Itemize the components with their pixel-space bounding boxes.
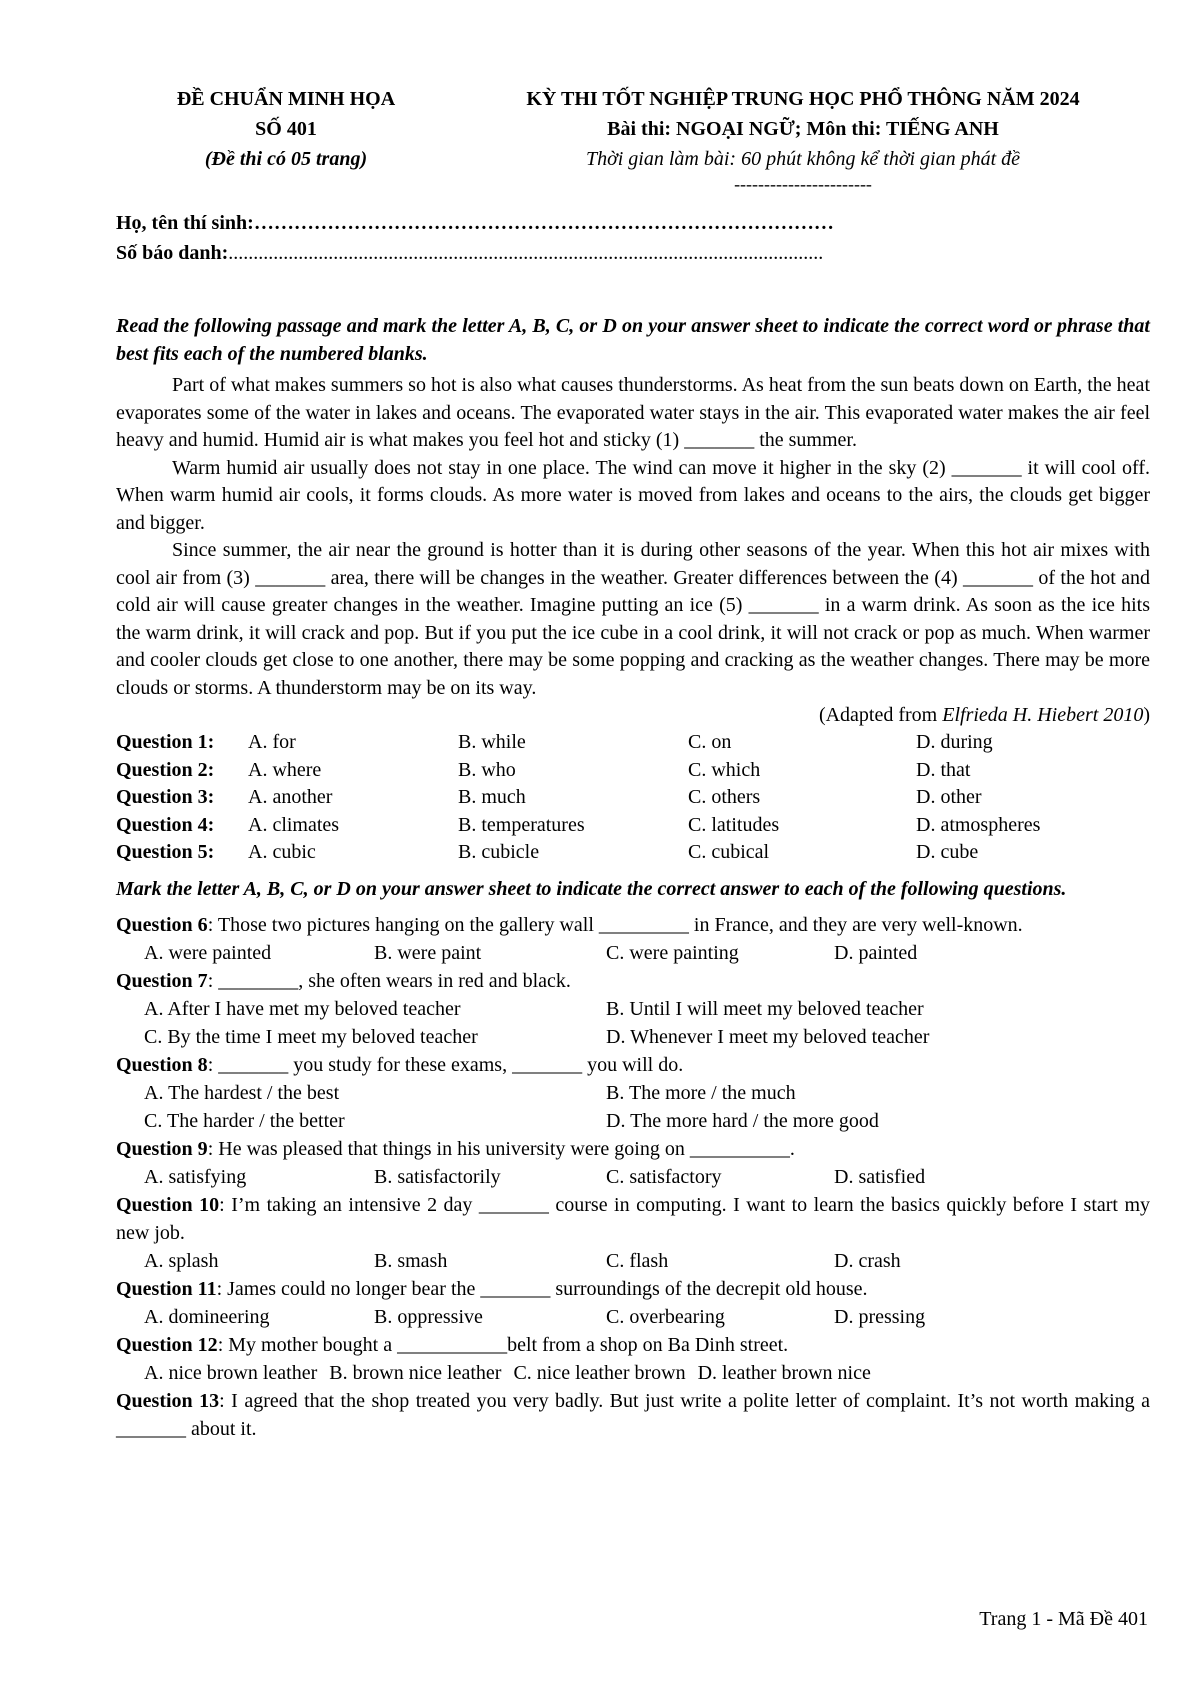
option-b[interactable]: B. who [458, 758, 516, 781]
option-b[interactable]: B. oppressive [374, 1305, 483, 1328]
option-d[interactable]: D. The more hard / the more good [606, 1109, 879, 1132]
question-row [116, 812, 1150, 840]
question-label: Question 13 [116, 1389, 220, 1412]
exam-header [116, 84, 1150, 194]
question-label: Question 8 [116, 1053, 208, 1076]
option-d[interactable]: D. leather brown nice [697, 1361, 871, 1384]
question-8-stem [116, 1051, 1150, 1079]
option-c[interactable]: C. overbearing [606, 1305, 725, 1328]
question-text: : I agreed that the shop treated you very badly. But just write a polite letter of complaint. It’s not worth making a _______ about it. [116, 1389, 1150, 1440]
section2-instruction: Mark the letter A, B, C, or D on your answer sheet to indicate the correct answer to each of the following questions. [116, 877, 1067, 900]
option-d[interactable]: D. crash [834, 1249, 901, 1272]
option-d[interactable]: D. atmospheres [916, 813, 1041, 836]
option-c[interactable]: C. on [688, 731, 732, 753]
question-row [116, 784, 1150, 812]
option-b[interactable]: B. were paint [374, 941, 482, 964]
header-right [456, 84, 1150, 194]
option-c[interactable]: C. latitudes [688, 813, 780, 836]
option-c[interactable]: C. others [688, 786, 761, 808]
option-a[interactable]: A. another [248, 786, 333, 808]
option-a[interactable]: A. The hardest / the best [144, 1081, 340, 1104]
option-a[interactable]: A. splash [144, 1249, 219, 1272]
question-label: Question 2: [116, 758, 215, 781]
option-d[interactable]: D. that [916, 758, 971, 781]
source-prefix: (Adapted from [818, 704, 943, 726]
option-d[interactable]: D. satisfied [834, 1165, 926, 1188]
exam-time: Thời gian làm bài: 60 phút không kể thời gian phát đề [585, 148, 1021, 170]
option-a[interactable]: A. cubic [248, 841, 316, 863]
question-label: Question 11 [116, 1277, 217, 1300]
passage-paragraph-1: Part of what makes summers so hot is also what causes thunderstorms. As heat from the sun beats down on Earth, the heat evaporates some of the water in lakes and oceans. The evaporated water stays in the air. This evaporated water makes the air feel heavy and humid. Humid air is what makes you feel hot and sticky (1) _______ the summer. [116, 374, 1150, 451]
candidate-name-field[interactable] [116, 208, 1150, 238]
question-12-stem [116, 1331, 1150, 1359]
question-7-stem [116, 967, 1150, 995]
question-7-options-row2 [116, 1023, 1150, 1051]
option-d[interactable]: D. during [916, 731, 993, 753]
option-a[interactable]: A. where [248, 758, 322, 781]
candidate-id-field[interactable] [116, 238, 1150, 268]
question-label: Question 12 [116, 1333, 218, 1356]
question-text: : I’m taking an intensive 2 day _______ course in computing. I want to learn the basics quickly before I start my new job. [116, 1193, 1150, 1244]
option-c[interactable]: C. flash [606, 1249, 669, 1272]
question-11-options [116, 1303, 1150, 1331]
option-b[interactable]: B. cubicle [458, 841, 540, 863]
candidate-id-dots: ....................................................................................................................... [228, 242, 824, 264]
question-label: Question 4: [116, 813, 215, 836]
option-d[interactable]: D. other [916, 786, 982, 808]
option-b[interactable]: B. The more / the much [606, 1081, 796, 1104]
question-text: : ________, she often wears in red and black. [207, 969, 571, 992]
candidate-name-dots: …………………………………………………………………………… [253, 212, 834, 234]
option-b[interactable]: B. satisfactorily [374, 1165, 501, 1188]
option-a[interactable]: A. were painted [144, 941, 272, 964]
option-a[interactable]: A. nice brown leather [144, 1361, 318, 1384]
question-9-stem [116, 1135, 1150, 1163]
question-9-options [116, 1163, 1150, 1191]
header-divider: ----------------------- [734, 174, 872, 194]
option-a[interactable]: A. climates [248, 813, 340, 836]
question-8-options-row1 [116, 1079, 1150, 1107]
question-10-stem [116, 1191, 1150, 1247]
passage-source [116, 702, 1150, 729]
section1-instruction: Read the following passage and mark the letter A, B, C, or D on your answer sheet to indicate the correct word or phrase that best fits each of the numbered blanks. [116, 315, 1150, 365]
option-c[interactable]: C. The harder / the better [144, 1109, 345, 1132]
source-suffix: ) [1143, 704, 1150, 726]
exam-type: ĐỀ CHUẨN MINH HỌA [176, 88, 396, 110]
question-text: : Those two pictures hanging on the gallery wall _________ in France, and they are very well-known. [207, 913, 1023, 936]
question-8-options-row2 [116, 1107, 1150, 1135]
question-text: : My mother bought a ___________belt from a shop on Ba Dinh street. [217, 1333, 789, 1356]
option-c[interactable]: C. By the time I meet my beloved teacher [144, 1025, 478, 1048]
question-label: Question 5: [116, 841, 215, 863]
option-c[interactable]: C. which [688, 758, 761, 781]
option-c[interactable]: C. nice leather brown [513, 1361, 686, 1384]
passage-paragraph-2: Warm humid air usually does not stay in one place. The wind can move it higher in the sky (2) _______ it will cool off. When warm humid air cools, it forms clouds. As more water is moved from lakes and oceans to the airs, the clouds get bigger and bigger. [116, 456, 1150, 534]
cloze-question-list [116, 729, 1150, 867]
exam-page [116, 84, 1150, 1443]
question-label: Question 6 [116, 913, 208, 936]
option-a[interactable]: A. domineering [144, 1305, 270, 1328]
question-text: : James could no longer bear the _______ surroundings of the decrepit old house. [216, 1277, 868, 1300]
question-11-stem [116, 1275, 1150, 1303]
question-row [116, 839, 1150, 867]
exam-number: SỐ 401 [255, 118, 317, 140]
option-c[interactable]: C. satisfactory [606, 1165, 722, 1188]
question-label: Question 9 [116, 1137, 208, 1160]
question-12-options [116, 1359, 1150, 1387]
candidate-id-label: Số báo danh: [116, 242, 229, 264]
option-b[interactable]: B. brown nice leather [329, 1361, 502, 1384]
question-label: Question 1: [116, 731, 215, 753]
question-label: Question 3: [116, 786, 215, 808]
candidate-name-label: Họ, tên thí sinh: [116, 212, 254, 234]
option-b[interactable]: B. Until I will meet my beloved teacher [606, 997, 924, 1020]
option-c[interactable]: C. cubical [688, 841, 770, 863]
question-text: : He was pleased that things in his university were going on __________. [207, 1137, 795, 1160]
question-7-options-row1 [116, 995, 1150, 1023]
exam-subject: Bài thi: NGOẠI NGỮ; Môn thi: TIẾNG ANH [607, 118, 999, 140]
option-b[interactable]: B. smash [374, 1249, 448, 1272]
option-d[interactable]: D. pressing [834, 1305, 926, 1328]
question-6-options [116, 939, 1150, 967]
question-13-stem [116, 1387, 1150, 1443]
question-text: : _______ you study for these exams, _______ you will do. [207, 1053, 684, 1076]
option-b[interactable]: B. while [458, 731, 526, 753]
option-b[interactable]: B. temperatures [458, 813, 585, 836]
option-a[interactable]: A. for [248, 731, 296, 753]
option-d[interactable]: D. cube [916, 841, 979, 863]
exam-title: KỲ THI TỐT NGHIỆP TRUNG HỌC PHỔ THÔNG NĂM 2024 [526, 88, 1080, 110]
option-d[interactable]: D. Whenever I meet my beloved teacher [606, 1025, 930, 1048]
option-d[interactable]: D. painted [834, 941, 918, 964]
page-footer: Trang 1 - Mã Đề 401 [979, 1608, 1148, 1630]
passage-paragraph-3: Since summer, the air near the ground is hotter than it is during other seasons of the year. When this hot air mixes with cool air from (3) _______ area, there will be changes in the weather. Greater differences between the (4) _______ of the hot and cold air will cause greater changes in the weather. Imagine putting an ice (5) _______ in a warm drink. As soon as the ice hits the warm drink, it will crack and pop. But if you put the ice cube in a cool drink, it will not crack or pop as much. When warmer and cooler clouds get close to one another, there may be some popping and cracking as the weather changes. There may be more clouds or storms. A thunderstorm may be on its way. [116, 539, 1150, 699]
question-6-stem [116, 911, 1150, 939]
header-left [116, 84, 456, 194]
option-b[interactable]: B. much [458, 786, 526, 808]
question-label: Question 10 [116, 1193, 220, 1216]
question-label: Question 7 [116, 969, 208, 992]
option-a[interactable]: A. satisfying [144, 1165, 247, 1188]
option-c[interactable]: C. were painting [606, 941, 739, 964]
question-row [116, 757, 1150, 785]
page-count-note: (Đề thi có 05 trang) [204, 148, 368, 170]
option-a[interactable]: A. After I have met my beloved teacher [144, 997, 461, 1020]
question-row [116, 729, 1150, 757]
question-10-options [116, 1247, 1150, 1275]
source-author: Elfrieda H. Hiebert 2010 [942, 704, 1144, 726]
